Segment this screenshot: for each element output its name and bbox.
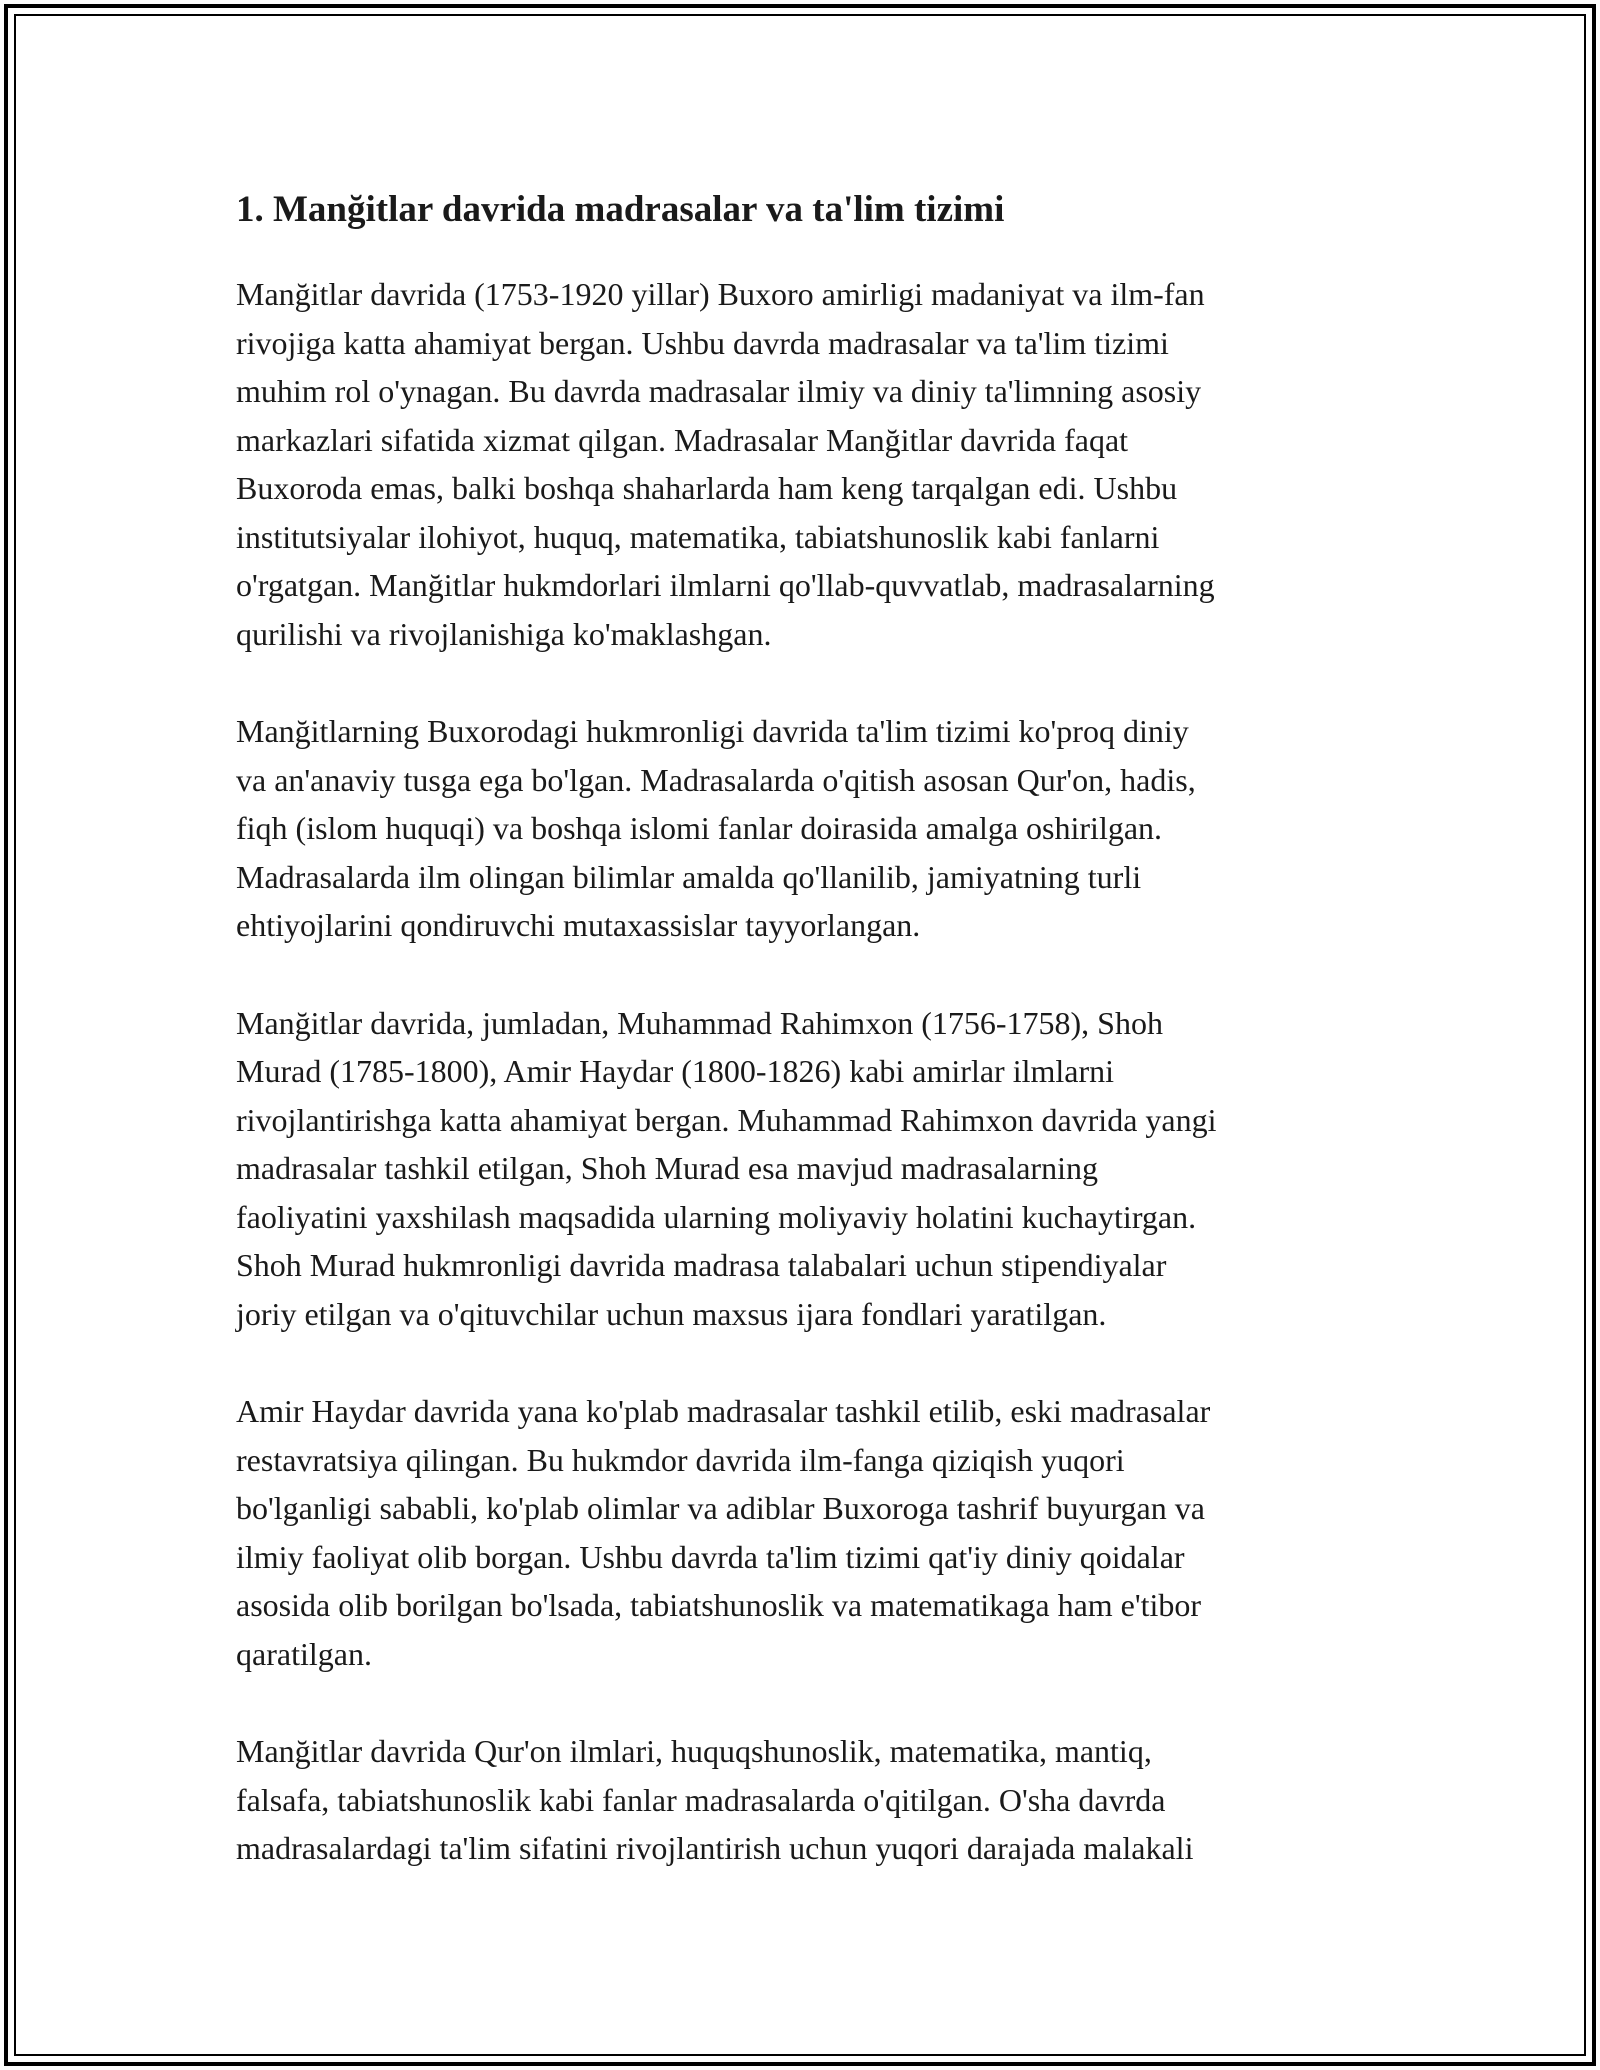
paragraph-2: Manğitlarning Buxorodagi hukmronligi davrida ta'lim tizimi ko'proq diniy va an'anaviy tusga ega bo'lgan. Madrasalarda o'qitish asosan Qur'on, hadis, fiqh (islom huquqi) va boshqa islomi fanlar doirasida amalga oshirilgan. Madrasalarda ilm olingan bilimlar amalda qo'llanilib, jamiyatning turli ehtiyojlarini qondiruvchi mutaxassislar tayyorlangan. [236,713,1196,943]
paragraph-5: Manğitlar davrida Qur'on ilmlari, huquqshunoslik, matematika, mantiq, falsafa, tabiatshunoslik kabi fanlar madrasalarda o'qitilgan. O'sha davrda madrasalardagi ta'lim sifatini rivojlantirish uchun yuqori darajada malakali [236,1733,1194,1866]
document-body [236,186,1370,1922]
paragraph-1: Manğitlar davrida (1753-1920 yillar) Buxoro amirligi madaniyat va ilm-fan rivojiga katta ahamiyat bergan. Ushbu davrda madrasalar va ta'lim tizimi muhim rol o'ynagan. Bu davrda madrasalar ilmiy va diniy ta'limning asosiy markazlari sifatida xizmat qilgan. Madrasalar Manğitlar davrida faqat Buxoroda emas, balki boshqa shaharlarda ham keng tarqalgan edi. Ushbu institutsiyalar ilohiyot, huquq, matematika, tabiatshunoslik kabi fanlarni o'rgatgan. Manğitlar hukmdorlari ilmlarni qo'llab-quvvatlab, madrasalarning qurilishi va rivojlanishiga ko'maklashgan. [236,276,1215,652]
paragraph-4: Amir Haydar davrida yana ko'plab madrasalar tashkil etilib, eski madrasalar restavratsiya qilingan. Bu hukmdor davrida ilm-fanga qiziqish yuqori bo'lganligi sababli, ko'plab olimlar va adiblar Buxoroga tashrif buyurgan va ilmiy faoliyat olib borgan. Ushbu davrda ta'lim tizimi qat'iy diniy qoidalar asosida olib borilgan bo'lsada, tabiatshunoslik va matematikaga ham e'tibor qaratilgan. [236,1393,1211,1672]
paragraph-3: Manğitlar davrida, jumladan, Muhammad Rahimxon (1756-1758), Shoh Murad (1785-1800), Amir Haydar (1800-1826) kabi amirlar ilmlarni rivojlantirishga katta ahamiyat bergan. Muhammad Rahimxon davrida yangi madrasalar tashkil etilgan, Shoh Murad esa mavjud madrasalarning faoliyatini yaxshilash maqsadida ularning moliyaviy holatini kuchaytirgan. Shoh Murad hukmronligi davrida madrasa talabalari uchun stipendiyalar joriy etilgan va o'qituvchilar uchun maxsus ijara fondlari yaratilgan. [236,1004,1217,1332]
section-title: 1. Manğitlar davrida madrasalar va ta'lim tizimi [236,189,1005,230]
